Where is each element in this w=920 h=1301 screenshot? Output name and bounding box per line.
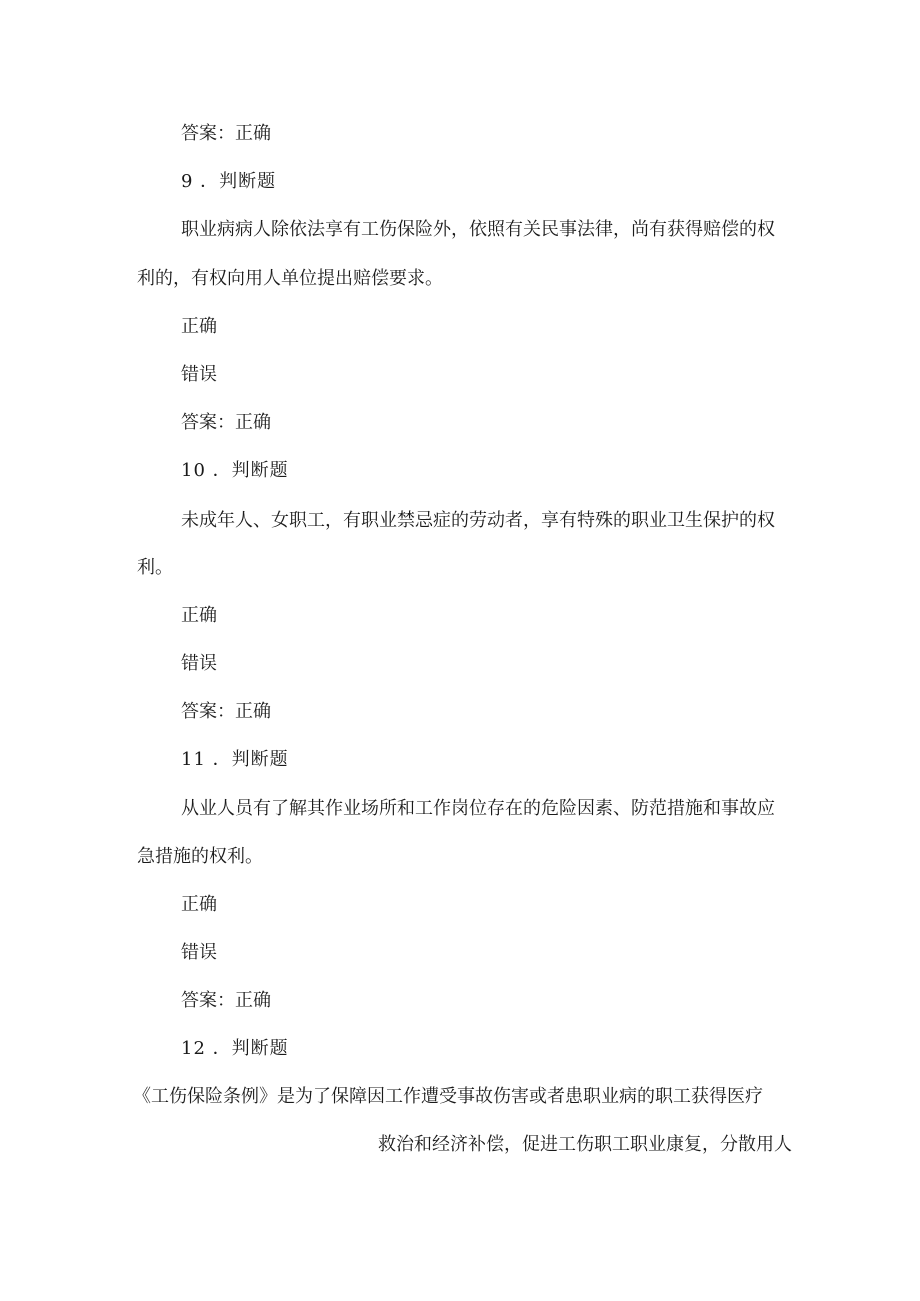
question-9-option-false: 错误 [181, 364, 217, 385]
question-9-text-line2: 利的，有权向用人单位提出赔偿要求。 [137, 268, 443, 289]
question-9-answer: 答案：正确 [181, 412, 271, 433]
question-11-text-line1: 从业人员有了解其作业场所和工作岗位存在的危险因素、防范措施和事故应 [181, 798, 775, 819]
question-10-number: 10 ．判断题 [181, 460, 289, 481]
question-10-text-line2: 利。 [137, 557, 173, 578]
question-10-answer: 答案：正确 [181, 701, 271, 722]
question-11-option-true: 正确 [181, 894, 217, 915]
question-11-text-line2: 急措施的权利。 [137, 846, 263, 867]
question-9-text-line1: 职业病病人除依法享有工伤保险外，依照有关民事法律，尚有获得赔偿的权 [181, 219, 775, 240]
question-10-option-true: 正确 [181, 605, 217, 626]
question-9-number: 9 ．判断题 [181, 171, 277, 192]
top-answer: 答案：正确 [181, 123, 271, 144]
question-12-number: 12 ．判断题 [181, 1038, 289, 1059]
question-11-option-false: 错误 [181, 942, 217, 963]
question-10-option-false: 错误 [181, 653, 217, 674]
question-12-text-line1: 《工伤保险条例》是为了保障因工作遭受事故伤害或者患职业病的职工获得医疗 [133, 1086, 763, 1107]
question-12-text-line2: 救治和经济补偿，促进工伤职工职业康复，分散用人 [378, 1134, 792, 1155]
question-11-number: 11 ．判断题 [181, 749, 289, 770]
question-9-option-true: 正确 [181, 316, 217, 337]
question-10-text-line1: 未成年人、女职工，有职业禁忌症的劳动者，享有特殊的职业卫生保护的权 [181, 510, 775, 531]
question-11-answer: 答案：正确 [181, 990, 271, 1011]
